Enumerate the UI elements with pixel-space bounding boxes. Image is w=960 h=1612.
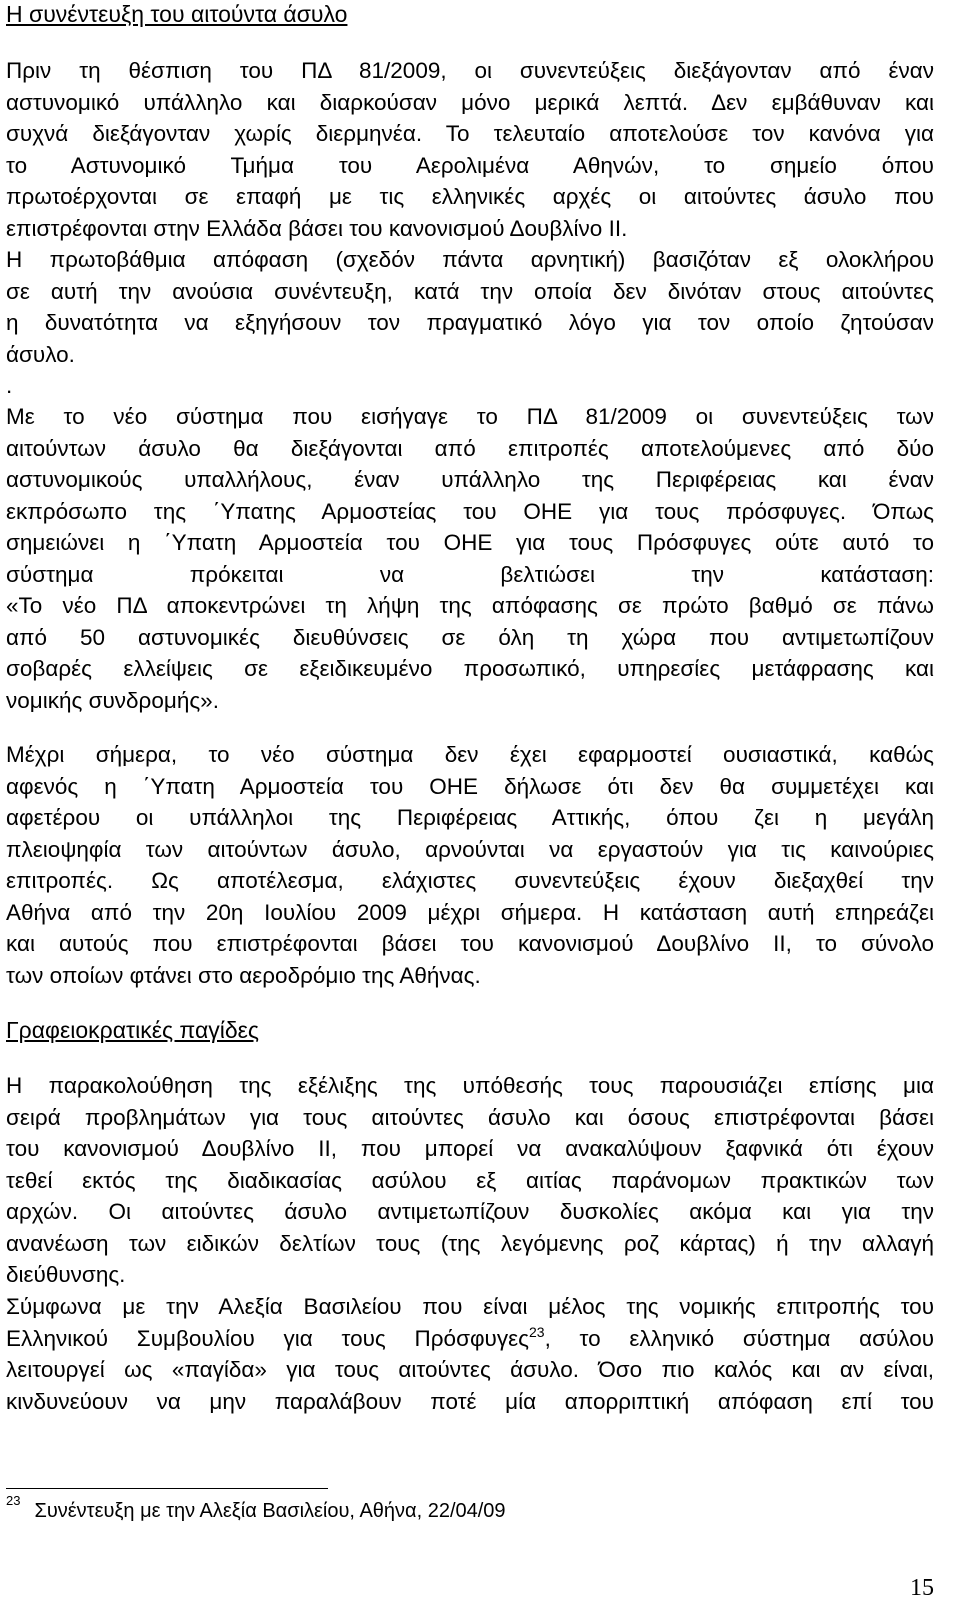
footnote: [6, 1493, 506, 1524]
text-line: άσυλο.: [6, 341, 75, 367]
text-line: νομικής συνδρομής».: [6, 687, 219, 713]
text-line: κινδυνεύουν να μην παραλάβουν ποτέ μία απορριπτική απόφαση επί του: [6, 1388, 934, 1414]
footnote-number: 23: [6, 1493, 21, 1508]
text-line: λειτουργεί ως «παγίδα» για τους αιτούντες άσυλο. Όσο πιο καλός και αν είναι,: [6, 1357, 934, 1382]
text-span: , το ελληνικό σύστημα ασύλου: [544, 1325, 935, 1351]
text-line: το Αστυνομικό Τμήμα του Αερολιμένα Αθηνών, το σημείο όπου: [6, 152, 934, 178]
text-line: των οποίων φτάνει στο αεροδρόμιο της Αθήνας.: [6, 962, 481, 988]
text-line: επιτροπές. Ως αποτέλεσμα, ελάχιστες συνεντεύξεις έχουν διεξαχθεί την: [6, 868, 934, 893]
text-line: σύστημα πρόκειται να βελτιώσει την κατάσταση:: [6, 561, 934, 587]
paragraph-before-pd: [6, 55, 934, 244]
footnote-separator: [6, 1488, 328, 1489]
text-line: του κανονισμού Δουβλίνο ΙΙ, που μπορεί να ανακαλύψουν ξαφνικά ότι έχουν: [6, 1136, 934, 1161]
page-number: 15: [910, 1575, 934, 1601]
text-line: αστυνομικούς υπαλλήλους, έναν υπάλληλο της Περιφέρειας και έναν: [6, 467, 934, 492]
paragraph-vasileiou: [6, 1291, 934, 1417]
paragraph-until-today: [6, 739, 934, 991]
text-line: από 50 αστυνομικές διευθύνσεις σε όλη τη χώρα που αντιμετωπίζουν: [6, 624, 934, 650]
text-line: «Το νέο ΠΔ αποκεντρώνει τη λήψη της απόφασης σε πρώτο βαθμό σε πάνω: [6, 593, 934, 618]
text-line: αφετέρου οι υπάλληλοι της Περιφέρειας Αττικής, όπου ζει η μεγάλη: [6, 805, 934, 830]
paragraph-vasileiou-rest: [6, 1354, 934, 1417]
footnote-reference[interactable]: 23: [528, 1323, 545, 1340]
text-line: σοβαρές ελλείψεις σε εξειδικευμένο προσωπικό, υπηρεσίες μετάφρασης και: [6, 656, 934, 681]
paragraph-first-instance-decision: [6, 244, 934, 402]
text-line: αρχών. Οι αιτούντες άσυλο αντιμετωπίζουν δυσκολίες ακόμα και για την: [6, 1199, 934, 1224]
text-line: σημειώνει η ΄Υπατη Αρμοστεία του ΟΗΕ για τους Πρόσφυγες ούτε αυτό το: [6, 530, 934, 555]
section-heading-interview: Η συνέντευξη του αιτούντα άσυλο: [6, 1, 348, 27]
text-line: Η παρακολούθηση της εξέλιξης της υπόθεσής τους παρουσιάζει επίσης μια: [6, 1073, 934, 1098]
text-line: Αθήνα από την 20η Ιουλίου 2009 μέχρι σήμερα. Η κατάσταση αυτή επηρεάζει: [6, 899, 934, 925]
text-line: Πριν τη θέσπιση του ΠΔ 81/2009, οι συνεντεύξεις διεξάγονταν από έναν: [6, 58, 934, 83]
text-line: Με το νέο σύστημα που εισήγαγε το ΠΔ 81/2009 οι συνεντεύξεις των: [6, 404, 934, 429]
text-line: επιστρέφονται στην Ελλάδα βάσει του κανονισμού Δουβλίνο ΙΙ.: [6, 215, 628, 241]
text-span: Ελληνικού Συμβουλίου για τους Πρόσφυγες: [6, 1325, 529, 1351]
text-line: και αυτούς που επιστρέφονται βάσει του κανονισμού Δουβλίνο ΙΙ, το σύνολο: [6, 931, 934, 956]
text-line-with-footnote-ref: [6, 1323, 934, 1355]
text-line: .: [6, 373, 13, 398]
text-line: τεθεί εκτός της διαδικασίας ασύλου εξ αιτίας παράνομων πρακτικών των: [6, 1167, 934, 1193]
text-line: συχνά διεξάγονταν χωρίς διερμηνέα. Το τελευταίο αποτελούσε τον κανόνα για: [6, 121, 934, 146]
paragraph-case-monitoring: [6, 1070, 934, 1291]
section-heading-bureaucratic-traps: Γραφειοκρατικές παγίδες: [6, 1017, 260, 1043]
text-line: σειρά προβλημάτων για τους αιτούντες άσυλο και όσους επιστρέφονται βάσει: [6, 1104, 934, 1130]
text-line: διεύθυνσης.: [6, 1262, 126, 1287]
text-line: η δυνατότητα να εξηγήσουν τον πραγματικό λόγο για τον οποίο ζητούσαν: [6, 310, 934, 335]
text-line: Η πρωτοβάθμια απόφαση (σχεδόν πάντα αρνητική) βασιζόταν εξ ολοκλήρου: [6, 247, 934, 272]
text-line: αστυνομικό υπάλληλο και διαρκούσαν μόνο μερικά λεπτά. Δεν εμβάθυναν και: [6, 89, 934, 115]
text-line: ανανέωση των ειδικών δελτίων τους (της λεγόμενης ροζ κάρτας) ή την αλλαγή: [6, 1230, 934, 1256]
text-line: αφενός η ΄Υπατη Αρμοστεία του ΟΗΕ δήλωσε ότι δεν θα συμμετέχει και: [6, 773, 934, 799]
text-line: σε αυτή την ανούσια συνέντευξη, κατά την οποία δεν δινόταν στους αιτούντες: [6, 278, 934, 304]
footnote-text: Συνέντευξη με την Αλεξία Βασιλείου, Αθήνα, 22/04/09: [34, 1500, 506, 1522]
text-line: πρωτοέρχονται σε επαφή με τις ελληνικές αρχές οι αιτούντες άσυλο που: [6, 184, 934, 209]
text-line: αιτούντων άσυλο θα διεξάγονται από επιτροπές αποτελούμενες από δύο: [6, 435, 934, 461]
text-line: Μέχρι σήμερα, το νέο σύστημα δεν έχει εφαρμοστεί ουσιαστικά, καθώς: [6, 742, 934, 767]
text-line: εκπρόσωπο της ΄Υπατης Αρμοστείας του ΟΗΕ για τους πρόσφυγες. Όπως: [6, 498, 934, 524]
paragraph-new-system: [6, 401, 934, 716]
text-line: πλειοψηφία των αιτούντων άσυλο, αρνούνται να εργαστούν για τις καινούριες: [6, 836, 934, 862]
text-line: Σύμφωνα με την Αλεξία Βασιλείου που είναι μέλος της νομικής επιτροπής του: [6, 1294, 934, 1319]
